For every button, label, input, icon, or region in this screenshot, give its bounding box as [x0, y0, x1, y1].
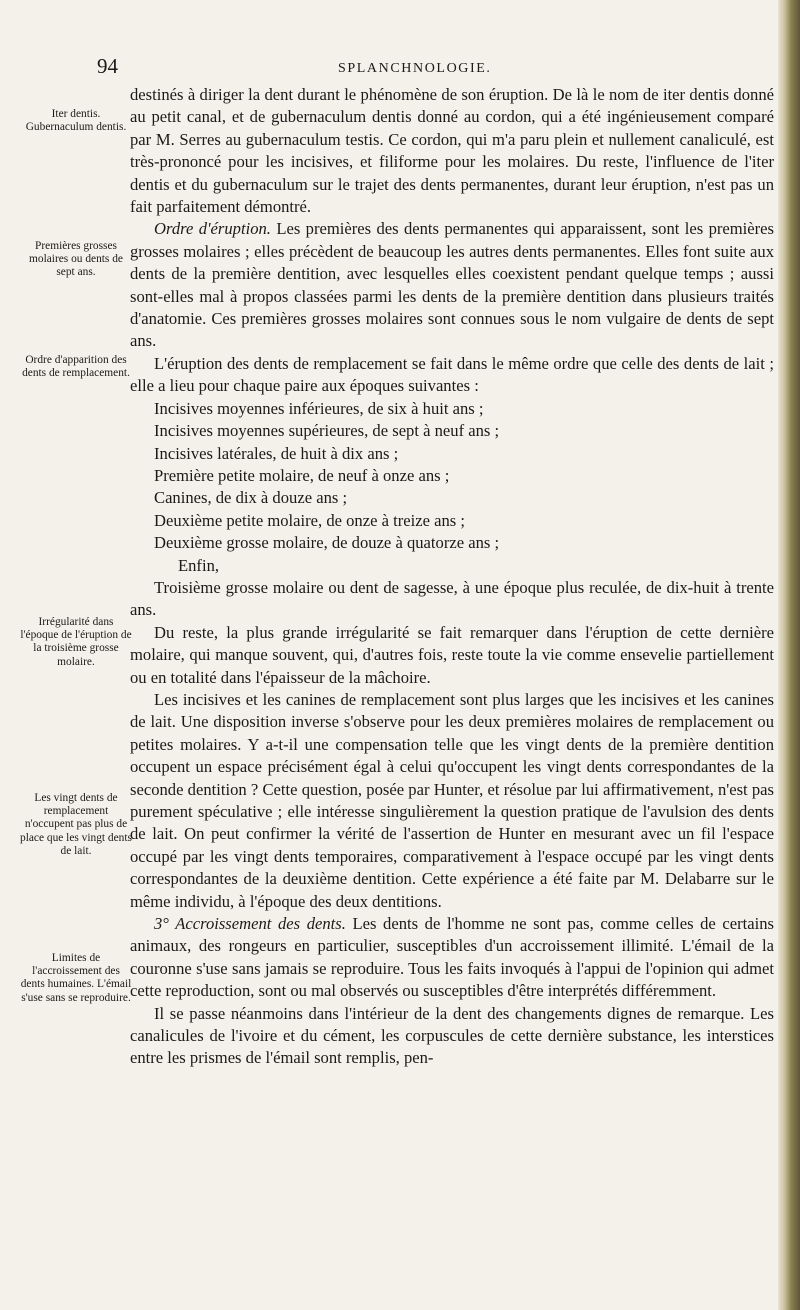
- margin-note: Iter dentis. Gubernaculum dentis.: [25, 108, 127, 134]
- list-item: Première petite molaire, de neuf à onze ans ;: [154, 465, 450, 485]
- margin-note: Les vingt dents de remplacement n'occupent pas plus de place que les vingt dents de lait.: [20, 792, 132, 857]
- list-item: Canines, de dix à douze ans ;: [154, 488, 348, 508]
- margin-note: Ordre d'apparition des dents de remplacement.: [22, 354, 130, 380]
- list-item: Incisives moyennes supérieures, de sept à neuf ans ;: [154, 421, 500, 441]
- eruption-list: [130, 398, 774, 577]
- list-item: Incisives moyennes inférieures, de six à huit ans ;: [154, 398, 484, 418]
- paragraph: Il se passe néanmoins dans l'intérieur de la dent des changements dignes de remarque. Les canalicules de l'ivoire et du cément, les corpuscules de cette dernière substance, les interstices entre les prismes de l'émail sont remplis, pen-: [130, 1003, 774, 1068]
- paragraph: destinés à diriger la dent durant le phénomène de son éruption. De là le nom de iter dentis donné au petit canal, et de gubernaculum dentis donné au cordon, qui a été ingénieusement comparé par M. Serres au gubernaculum testis. Ce cordon, qui m'a paru plein et nullement canaliculé, est très-prononcé pour les incisives, et filiforme pour les molaires. Du reste, l'influence de l'iter dentis et du gubernaculum sur le trajet des dents permanentes, durant leur éruption, n'est pas un fait parfaitement démontré.: [130, 85, 774, 217]
- paragraph: L'éruption des dents de remplacement se fait dans le même ordre que celle des dents de lait ; elle a lieu pour chaque paire aux époques suivantes :: [130, 353, 774, 396]
- paragraph: Du reste, la plus grande irrégularité se fait remarquer dans l'éruption de cette dernière molaire, qui manque souvent, qui, d'autres fois, reste toute la vie comme ensevelie partiellement ou en totalité dans l'épaisseur de la mâchoire.: [130, 622, 774, 687]
- list-item: Deuxième grosse molaire, de douze à quatorze ans ;: [154, 533, 500, 553]
- paragraph: Troisième grosse molaire ou dent de sagesse, à une époque plus reculée, de dix-huit à trente ans.: [130, 577, 774, 620]
- page-number: 94: [97, 54, 118, 78]
- paragraph: [130, 218, 774, 352]
- section-title: Ordre d'éruption.: [154, 219, 271, 239]
- running-header: SPLANCHNOLOGIE.: [338, 61, 492, 76]
- page-edge-shadow: [778, 0, 800, 1310]
- margin-note: Limites de l'accroissement des dents humaines. L'émail s'use sans se reproduire.: [20, 952, 132, 1004]
- body-text: [130, 84, 774, 1070]
- paragraph-text: Les dents de l'homme ne sont pas, comme celles de certains animaux, des rongeurs en particulier, susceptibles d'un accroissement illimité. L'émail de la couronne s'use sans jamais se reproduire. Tous les faits invoqués à l'appui de l'opinion qui admet cette reproduction, sont ou mal observés ou susceptibles d'être interprétés différemment.: [130, 914, 774, 1001]
- paragraph: Les incisives et les canines de remplacement sont plus larges que les incisives et les canines de lait. Une disposition inverse s'observe pour les deux premières molaires de remplacement ou petites molaires. Y a-t-il une compensation telle que les vingt dents de la première dentition occupent un espace précisément égal à celui qu'occupent les vingt dents correspondantes de la seconde dentition ? Cette question, posée par Hunter, et résolue par lui affirmativement, n'est pas purement spéculative ; elle intéresse singulièrement la question pratique de l'avulsion des dents de lait. On peut confirmer la vérité de l'assertion de Hunter en mesurant avec un fil l'espace occupé par les vingt dents temporaires, comparativement à l'espace occupé par les vingt dents correspondantes de la deuxième dentition. Cette expérience a été faite par M. Delabarre sur le même individu, à l'époque des deux dentitions.: [130, 689, 774, 911]
- list-item: Incisives latérales, de huit à dix ans ;: [154, 443, 399, 463]
- margin-note: Irrégularité dans l'époque de l'éruption de la troisième grosse molaire.: [20, 616, 132, 668]
- margin-note: Premières grosses molaires ou dents de sept ans.: [29, 240, 123, 279]
- list-item: Deuxième petite molaire, de onze à treize ans ;: [154, 510, 465, 530]
- list-item: Enfin,: [178, 555, 220, 575]
- paragraph: [130, 913, 774, 1003]
- paragraph-text: Les premières des dents permanentes qui apparaissent, sont les premières grosses molaires ; elles précèdent de beaucoup les autres dents permanentes. Elles font suite aux dents de la première dentition, avec lesquelles elles coexistent pendant quelque temps ; aussi sont-elles mal à propos classées parmi les dents de la première dentition dans plusieurs traités d'anatomie. Ces premières grosses molaires sont connues sous le nom vulgaire de dents de sept ans.: [130, 219, 775, 351]
- section-title: 3° Accroissement des dents.: [154, 914, 346, 934]
